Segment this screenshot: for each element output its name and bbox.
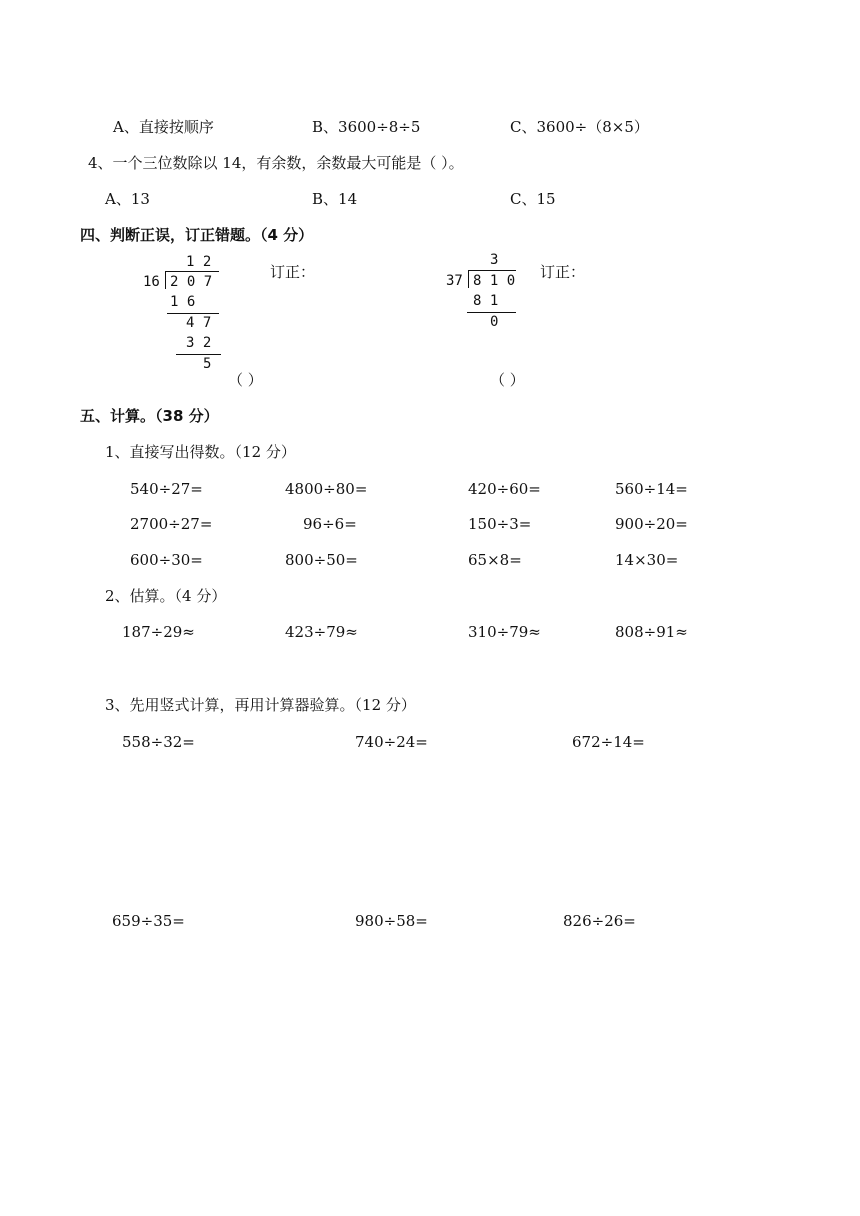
q3-option-a: A、直接按顺序 — [113, 118, 214, 136]
oral-calc-item: 900÷20= — [615, 515, 688, 533]
right-step-1: 8 1 — [473, 293, 499, 309]
left-step-3: 3 2 — [186, 335, 212, 351]
right-quotient: 3 — [490, 252, 499, 268]
left-correction-label: 订正： — [270, 263, 316, 281]
oral-calc-item: 150÷3= — [468, 515, 532, 533]
oral-calc-item: 420÷60= — [468, 480, 541, 498]
right-correction-label: 订正： — [540, 263, 586, 281]
left-remainder: 5 — [203, 356, 212, 372]
estimate-item: 808÷91≈ — [615, 623, 688, 641]
oral-calc-item: 96÷6= — [303, 515, 357, 533]
right-division-bar — [468, 270, 516, 271]
vertical-calc-item: 740÷24= — [355, 733, 428, 751]
q3-option-b: B、3600÷8÷5 — [312, 118, 421, 136]
q4-option-a: A、13 — [105, 190, 150, 208]
vertical-calc-item: 672÷14= — [572, 733, 645, 751]
q4-option-c: C、15 — [510, 190, 556, 208]
vertical-calc-item: 659÷35= — [112, 912, 185, 930]
oral-calc-item: 560÷14= — [615, 480, 688, 498]
q3-option-c: C、3600÷（8×5） — [510, 118, 649, 136]
section4-heading: 四、判断正误，订正错题。（4 分） — [80, 226, 314, 244]
oral-calc-item: 800÷50= — [285, 551, 358, 569]
vertical-calc-item: 980÷58= — [355, 912, 428, 930]
left-step-line-1 — [167, 313, 219, 314]
q4-option-b: B、14 — [312, 190, 358, 208]
oral-calc-item: 600÷30= — [130, 551, 203, 569]
left-divisor: 16 — [143, 274, 160, 290]
left-dividend: 2 0 7 — [170, 274, 213, 290]
vertical-calc-item: 558÷32= — [122, 733, 195, 751]
section5-heading: 五、计算。（38 分） — [80, 407, 219, 425]
right-division-bracket — [468, 270, 469, 288]
left-step-1: 1 6 — [170, 294, 196, 310]
sub1-title: 1、直接写出得数。（12 分） — [105, 443, 296, 461]
left-step-line-2 — [176, 354, 221, 355]
oral-calc-item: 65×8= — [468, 551, 522, 569]
estimate-item: 423÷79≈ — [285, 623, 358, 641]
left-division-bar — [165, 271, 219, 272]
sub2-title: 2、估算。（4 分） — [105, 587, 227, 605]
sub3-title: 3、先用竖式计算，再用计算器验算。（12 分） — [105, 696, 416, 714]
estimate-item: 187÷29≈ — [122, 623, 195, 641]
oral-calc-item: 14×30= — [615, 551, 679, 569]
oral-calc-item: 4800÷80= — [285, 480, 368, 498]
right-judge-paren: （ ） — [490, 371, 525, 389]
right-divisor: 37 — [446, 273, 463, 289]
right-dividend: 8 1 0 — [473, 273, 516, 289]
right-remainder: 0 — [490, 314, 499, 330]
right-step-line-1 — [467, 312, 516, 313]
vertical-calc-item: 826÷26= — [563, 912, 636, 930]
left-division-bracket — [165, 271, 166, 289]
oral-calc-item: 2700÷27= — [130, 515, 213, 533]
left-step-2: 4 7 — [186, 315, 212, 331]
left-quotient: 1 2 — [186, 254, 212, 270]
left-judge-paren: （ ） — [228, 371, 263, 389]
q4-question: 4、一个三位数除以 14，有余数，余数最大可能是（ ）。 — [88, 154, 464, 172]
oral-calc-item: 540÷27= — [130, 480, 203, 498]
estimate-item: 310÷79≈ — [468, 623, 541, 641]
